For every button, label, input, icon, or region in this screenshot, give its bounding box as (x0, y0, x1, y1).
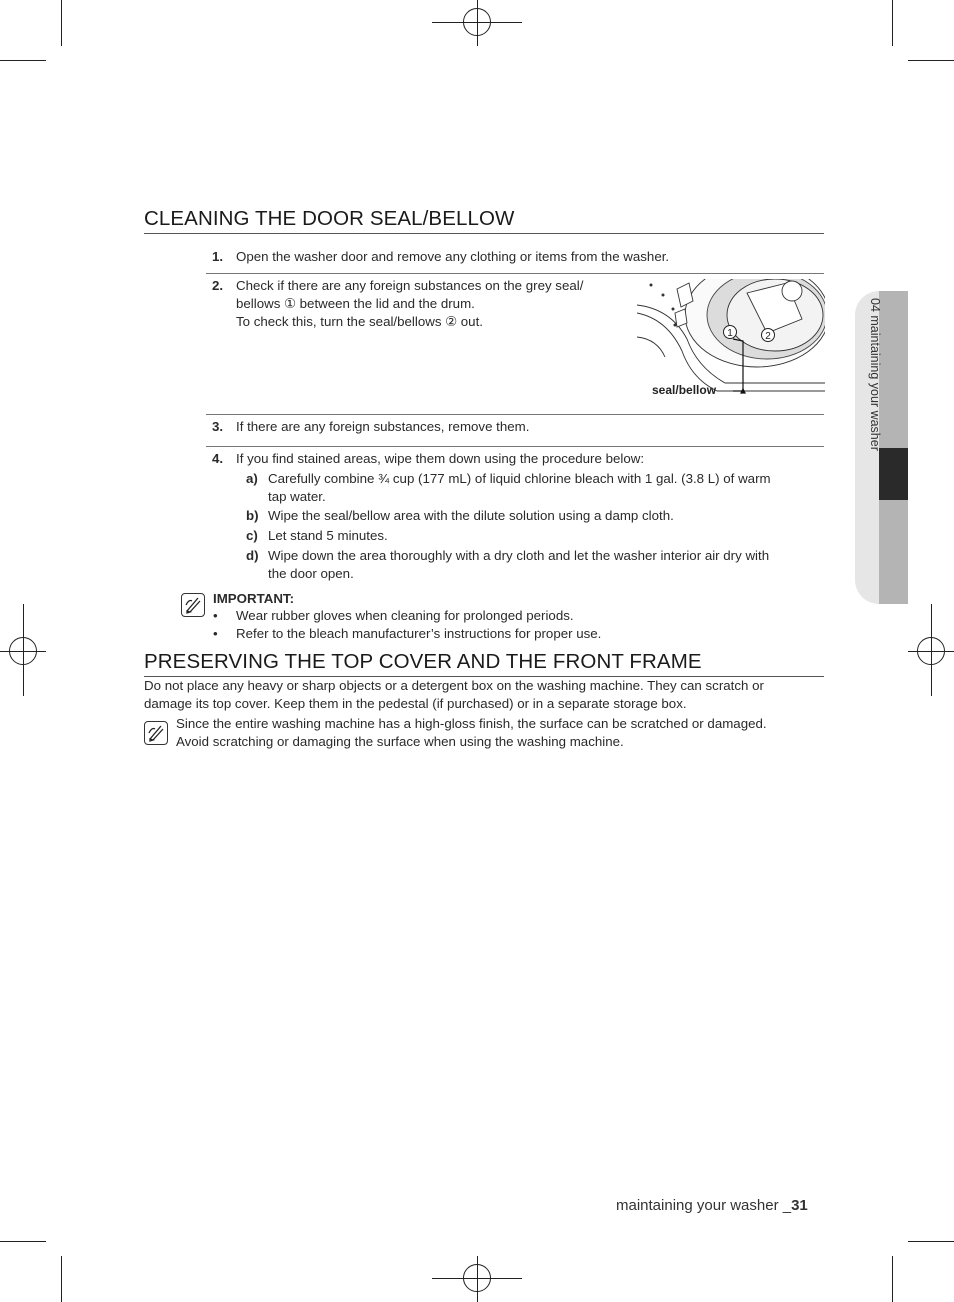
section-title: PRESERVING THE TOP COVER AND THE FRONT FRAME (144, 650, 824, 677)
step-3 (212, 418, 824, 436)
note-pencil-icon (181, 593, 205, 617)
registration-mark (463, 1264, 491, 1292)
substep-label: c) (246, 528, 258, 543)
substep-text-line: Wipe the seal/bellow area with the dilute solution using a damp cloth. (268, 508, 674, 523)
crop-mark (892, 1256, 893, 1302)
substep-a (246, 470, 816, 506)
step-text: Open the washer door and remove any clothing or items from the washer. (236, 249, 670, 264)
substep-text-line: Let stand 5 minutes. (268, 528, 388, 543)
chapter-tab-marker (879, 448, 908, 500)
important-bullet: Refer to the bleach manufacturer’s instructions for proper use. (236, 626, 602, 641)
substep-text-line: the door open. (268, 566, 354, 581)
step-text-line: bellows ① between the lid and the drum. (236, 296, 475, 311)
callout-2: 2 (765, 331, 771, 342)
step-number: 4. (212, 451, 224, 466)
step-number: 2. (212, 278, 224, 293)
substep-d (246, 547, 816, 583)
step-4 (212, 450, 824, 468)
step-text-line: To check this, turn the seal/bellows ② out. (236, 314, 483, 329)
chapter-tab-label: 04 maintaining your washer (868, 298, 882, 451)
figure-label: seal/bellow (652, 383, 717, 397)
crop-mark (0, 60, 46, 61)
paragraph-line: damage its top cover. Keep them in the pedestal (if purchased) or in a separate storage box. (144, 696, 687, 711)
substep-text-line: Wipe down the area thoroughly with a dry cloth and let the washer interior air dry with (268, 548, 770, 563)
substep-label: d) (246, 548, 259, 563)
substep-label: a) (246, 471, 258, 486)
step-2 (212, 277, 612, 337)
door-seal-illustration (637, 279, 825, 397)
substep-b (246, 507, 816, 525)
substep-c (246, 527, 816, 545)
crop-mark (61, 1256, 62, 1302)
crop-mark (908, 60, 954, 61)
step-text: If you find stained areas, wipe them down using the procedure below: (236, 451, 645, 466)
step-divider (206, 414, 824, 415)
substep-text-line: Carefully combine ¾ cup (177 mL) of liquid chlorine bleach with 1 gal. (3.8 L) of warm (268, 471, 771, 486)
important-bullet: Wear rubber gloves when cleaning for prolonged periods. (236, 608, 574, 623)
step-divider (206, 446, 824, 447)
paragraph-line: Do not place any heavy or sharp objects or a detergent box on the washing machine. They can scratch or (144, 678, 764, 693)
crop-mark (908, 1241, 954, 1242)
registration-mark (9, 637, 37, 665)
registration-mark (463, 8, 491, 36)
step-text-line: Check if there are any foreign substances on the grey seal/ (236, 278, 584, 293)
bullet-icon: • (213, 626, 218, 641)
note-pencil-icon (144, 721, 168, 745)
crop-mark (0, 1241, 46, 1242)
page-number: 31 (791, 1197, 808, 1214)
registration-mark (917, 637, 945, 665)
bullet-icon: • (213, 608, 218, 623)
page-footer (616, 1197, 808, 1214)
step-number: 1. (212, 249, 224, 264)
step-1 (212, 248, 824, 266)
substep-text-line: tap water. (268, 489, 326, 504)
important-heading: IMPORTANT: (213, 591, 295, 606)
step-divider (206, 273, 824, 274)
step-number: 3. (212, 419, 224, 434)
footer-text: maintaining your washer _ (616, 1197, 792, 1214)
section-title: CLEANING THE DOOR SEAL/BELLOW (144, 207, 824, 234)
substep-label: b) (246, 508, 259, 523)
step-text: If there are any foreign substances, remove them. (236, 419, 530, 434)
note-line: Since the entire washing machine has a high-gloss finish, the surface can be scratched or damaged. (176, 716, 767, 731)
callout-1: 1 (727, 328, 733, 339)
crop-mark (61, 0, 62, 46)
note-line: Avoid scratching or damaging the surface when using the washing machine. (176, 734, 624, 749)
crop-mark (892, 0, 893, 46)
